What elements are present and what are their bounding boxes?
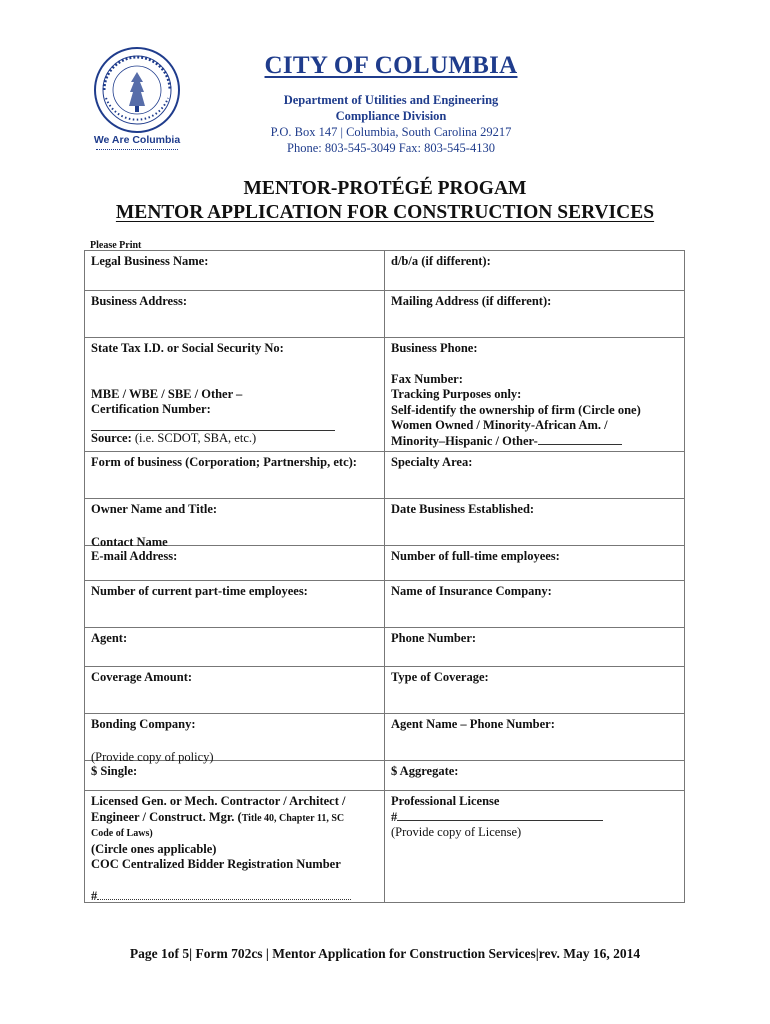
single-label: $ Single:: [91, 764, 138, 778]
form-of-business-field[interactable]: [85, 452, 385, 498]
type-coverage-label: Type of Coverage:: [391, 670, 489, 684]
circle-ones-note: (Circle ones applicable): [91, 841, 217, 856]
phone-number-label: Phone Number:: [391, 631, 477, 645]
licensed-line-1: Licensed Gen. or Mech. Contractor / Architect /: [91, 794, 346, 808]
agent-name-phone-label: Agent Name – Phone Number:: [391, 717, 555, 731]
form-row: [85, 338, 684, 452]
coc-hash: #: [91, 888, 98, 903]
women-owned-option[interactable]: Women Owned / Minority-African Am. /: [391, 418, 608, 432]
email-label: E-mail Address:: [91, 549, 178, 563]
specialty-label: Specialty Area:: [391, 455, 473, 469]
mailing-address-field[interactable]: [385, 291, 684, 337]
business-phone-field[interactable]: [385, 338, 684, 451]
form-row: [85, 581, 684, 628]
specialty-field[interactable]: [385, 452, 684, 498]
dba-label: d/b/a (if different):: [391, 254, 491, 268]
form-row: [85, 667, 684, 714]
coverage-amount-label: Coverage Amount:: [91, 670, 193, 684]
certification-number-label: Certification Number:: [91, 402, 211, 416]
insurance-label: Name of Insurance Company:: [391, 584, 552, 598]
agent-label: Agent:: [91, 631, 128, 645]
owner-field[interactable]: [85, 499, 385, 549]
seal-tagline: We Are Columbia: [93, 134, 181, 146]
department-name: Department of Utilities and Engineering: [283, 93, 499, 107]
source-hint: (i.e. SCDOT, SBA, etc.): [131, 430, 257, 445]
agent-field[interactable]: [85, 628, 385, 666]
business-phone-label: Business Phone:: [391, 341, 478, 355]
professional-license-field[interactable]: [385, 791, 684, 902]
form-row: [85, 546, 684, 581]
part-time-field[interactable]: [85, 581, 385, 627]
form-row: [85, 761, 684, 791]
certification-number-line[interactable]: [91, 418, 335, 431]
coc-label: COC Centralized Bidder Registration Number: [91, 857, 341, 871]
phone-number-field[interactable]: [385, 628, 684, 666]
form-of-business-label: Form of business (Corporation; Partnership, etc):: [91, 455, 357, 469]
full-time-label: Number of full-time employees:: [391, 549, 560, 563]
city-name: CITY OF COLUMBIA: [264, 52, 518, 79]
license-hash: #: [391, 809, 398, 824]
single-field[interactable]: [85, 761, 385, 790]
aggregate-field[interactable]: [385, 761, 684, 790]
application-title: MENTOR APPLICATION FOR CONSTRUCTION SERVICES: [115, 202, 655, 223]
provide-license-note: (Provide copy of License): [391, 825, 522, 839]
owner-label: Owner Name and Title:: [91, 502, 218, 516]
coc-number-line[interactable]: [97, 891, 351, 900]
contact-name-label: Contact Name: [91, 534, 168, 549]
email-field[interactable]: [85, 546, 385, 580]
mailing-address: P.O. Box 147 | Columbia, South Carolina 29217: [270, 125, 512, 139]
mailing-address-label: Mailing Address (if different):: [391, 294, 552, 308]
tax-id-label: State Tax I.D. or Social Security No:: [91, 341, 284, 355]
form-row: [85, 628, 684, 667]
contact-phone: Phone: 803-545-3049 Fax: 803-545-4130: [287, 141, 495, 155]
form-row: [85, 251, 684, 291]
business-address-label: Business Address:: [91, 294, 187, 308]
tax-id-field[interactable]: [85, 338, 385, 451]
professional-license-label: Professional License: [391, 794, 500, 808]
city-seal: [84, 46, 190, 160]
form-row: [85, 499, 684, 549]
program-title: MENTOR-PROTÉGÉ PROGAM: [243, 178, 527, 199]
bonding-field[interactable]: [85, 714, 385, 764]
aggregate-label: $ Aggregate:: [391, 764, 459, 778]
legal-name-field[interactable]: [85, 251, 385, 290]
coverage-amount-field[interactable]: [85, 667, 385, 713]
other-line[interactable]: [538, 434, 622, 445]
date-established-label: Date Business Established:: [391, 502, 535, 516]
application-form: [84, 250, 685, 903]
division-name: Compliance Division: [335, 109, 447, 123]
form-row: [85, 291, 684, 338]
bonding-label: Bonding Company:: [91, 717, 196, 731]
tracking-label: Tracking Purposes only:: [391, 387, 522, 401]
legal-name-label: Legal Business Name:: [91, 254, 209, 268]
letterhead: [226, 52, 556, 156]
seal-emblem-icon: [84, 46, 190, 134]
business-address-field[interactable]: [85, 291, 385, 337]
source-label: Source:: [91, 430, 132, 445]
page-footer: Page 1of 5| Form 702cs | Mentor Application for Construction Services|rev. May 16, 2014: [129, 946, 641, 961]
dba-field[interactable]: [385, 251, 684, 290]
license-number-line[interactable]: [397, 810, 603, 821]
form-row: [85, 714, 684, 764]
licensed-line-2: Engineer / Construct. Mgr. (: [91, 809, 242, 824]
type-coverage-field[interactable]: [385, 667, 684, 713]
date-established-field[interactable]: [385, 499, 684, 545]
licensed-title-ref: Title 40, Chapter 11, SC: [241, 812, 345, 824]
full-time-field[interactable]: [385, 546, 684, 580]
form-row: [85, 452, 684, 499]
provide-policy-note: (Provide copy of policy): [91, 749, 214, 764]
mbe-label: MBE / WBE / SBE / Other –: [91, 386, 243, 401]
seal-divider: [96, 149, 178, 150]
fax-number-label: Fax Number:: [391, 371, 463, 386]
part-time-label: Number of current part-time employees:: [91, 584, 308, 598]
minority-hispanic-option[interactable]: Minority–Hispanic / Other-: [391, 433, 538, 448]
license-type-field[interactable]: [85, 791, 385, 902]
form-row: [85, 791, 684, 902]
licensed-code-ref: Code of Laws): [91, 828, 153, 839]
agent-name-phone-field[interactable]: [385, 714, 684, 760]
self-identify-label: Self-identify the ownership of firm (Circle one): [391, 402, 641, 417]
please-print-note: Please Print: [90, 240, 142, 251]
insurance-field[interactable]: [385, 581, 684, 627]
